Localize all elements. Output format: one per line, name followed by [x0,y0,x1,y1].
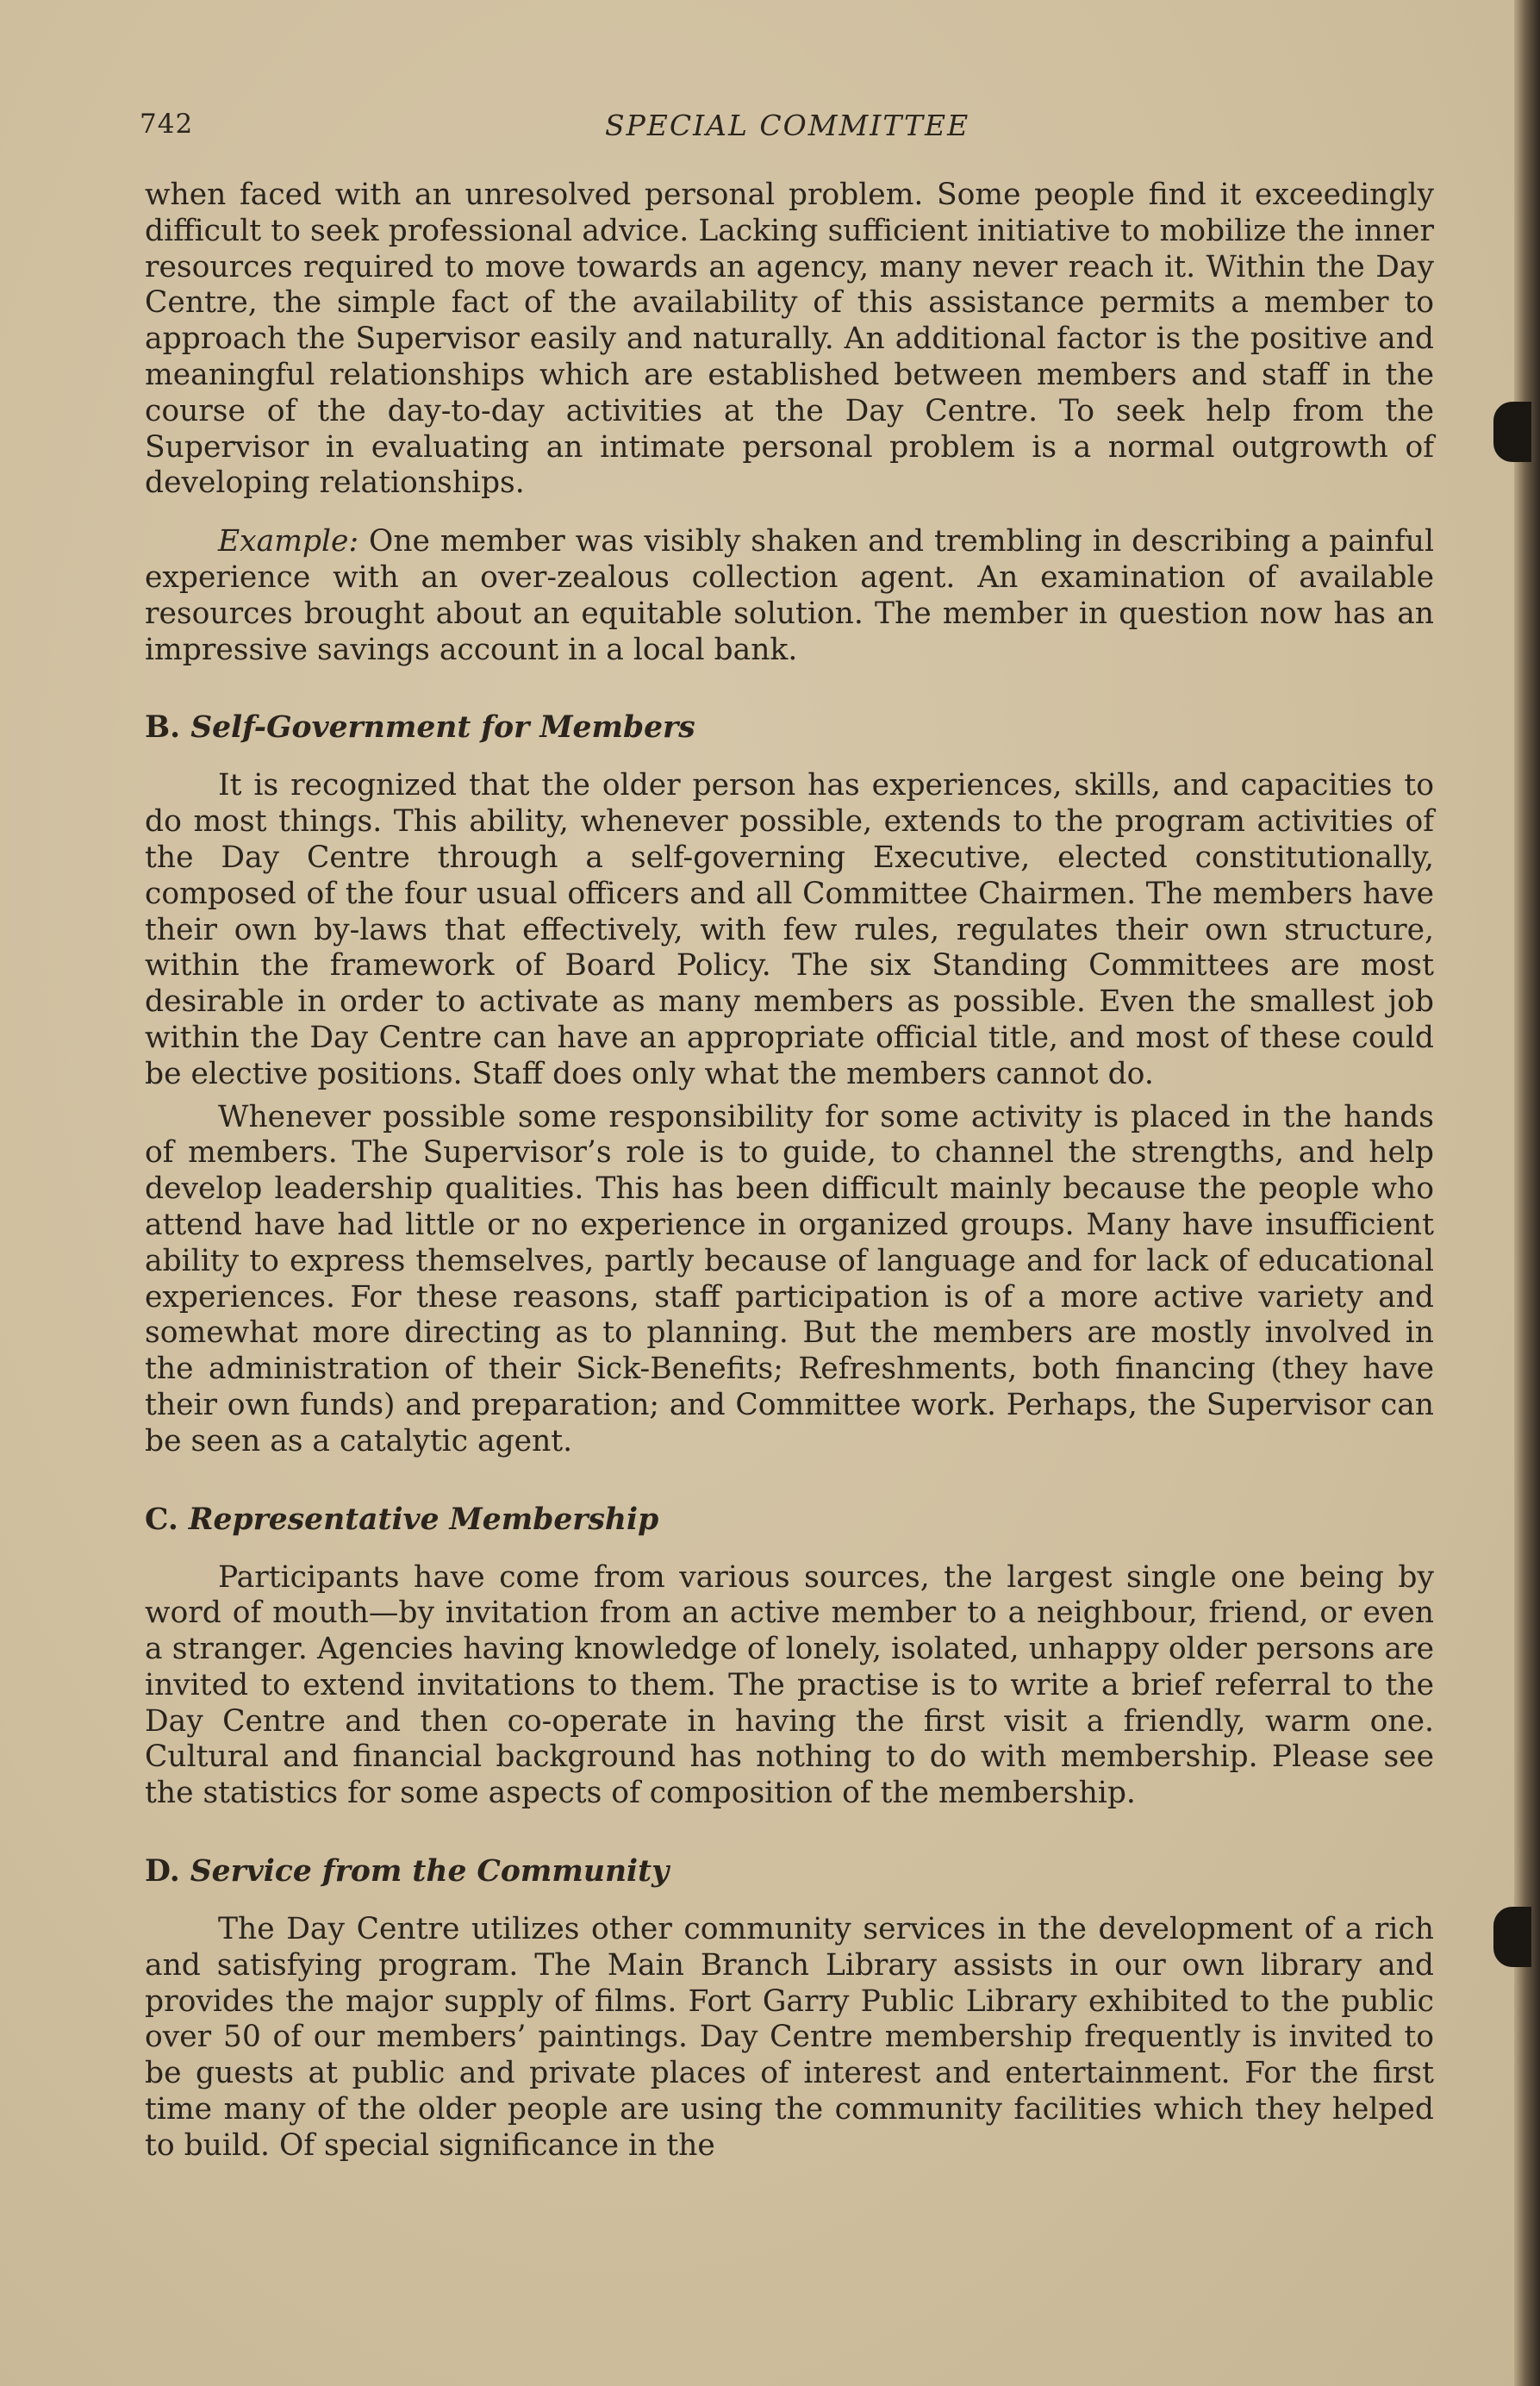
binding-hole [1493,1907,1531,1967]
body-text [145,178,1434,2164]
section-d-paragraph: The Day Centre utilizes other community services in the development of a rich and satisfying program. The Main Branch Library assists in our own library and provides the major supply of films. Fort Garry Public Library exhibited to the public over 50 of our members’ paintings. Day Centre membership frequently is invited to be guests at public and private places of interest and entertainment. For the first time many of the older people are using the community facilities which they helped to build. Of special significance in the [145,1912,1434,2163]
section-heading-d: D. Service from the Community [145,1854,670,1889]
example-text: One member was visibly shaken and trembling in describing a painful experience with an over-zealous collection agent. An examination of available resources brought about an equitable solution. The member in question now has an impressive savings account in a local bank. [145,524,1434,667]
section-b-paragraph: It is recognized that the older person has experiences, skills, and capacities to do most things. This ability, whenever possible, extends to the program activities of the Day Centre through a self-governing Executive, elected constitutionally, composed of the four usual officers and all Committee Chairmen. The members have their own by-laws that effectively, with few rules, regulates their own structure, within the framework of Board Policy. The six Standing Committees are most desirable in order to activate as many members as possible. Even the smallest job within the Day Centre can have an appropriate official title, and most of these could be elective positions. Staff does only what the members cannot do. [145,768,1434,1091]
page-edge-shadow [1514,0,1540,2386]
example-label: Example: [218,524,359,559]
running-head: SPECIAL COMMITTEE [605,109,970,142]
binding-hole [1493,402,1531,462]
page-header [140,109,1439,143]
page-number: 742 [140,109,194,140]
section-heading-c: C. Representative Membership [145,1502,659,1537]
section-heading-b: B. Self-Government for Members [145,710,695,746]
intro-paragraph: when faced with an unresolved personal problem. Some people find it exceedingly difficult to seek professional advice. Lacking sufficient initiative to mobilize the inner resources required to move towards an agency, many never reach it. Within the Day Centre, the simple fact of the availability of this assistance permits a member to approach the Supervisor easily and naturally. An additional factor is the positive and meaningful relationships which are established between members and staff in the course of the day-to-day activities at the Day Centre. To seek help from the Supervisor in evaluating an intimate personal problem is a normal outgrowth of developing relationships. [145,178,1434,501]
example-paragraph [145,524,1434,668]
section-c-paragraph: Participants have come from various sources, the largest single one being by word of mouth—by invitation from an active member to a neighbour, friend, or even a stranger. Agencies having knowledge of lonely, isolated, unhappy older persons are invited to extend invitations to them. The practise is to write a brief referral to the Day Centre and then co-operate in having the first visit a friendly, warm one. Cultural and financial background has nothing to do with membership. Please see the statistics for some aspects of composition of the membership. [145,1559,1434,1811]
section-b-paragraph: Whenever possible some responsibility for some activity is placed in the hands of members. The Supervisor’s role is to guide, to channel the strengths, and help develop leadership qualities. This has been difficult mainly because the people who attend have had little or no experience in organized groups. Many have insufficient ability to express themselves, partly because of language and for lack of educational experiences. For these reasons, staff participation is of a more active variety and somewhat more directing as to planning. But the members are mostly involved in the administration of their Sick-Benefits; Refreshments, both financing (they have their own funds) and preparation; and Committee work. Perhaps, the Supervisor can be seen as a catalytic agent. [145,1099,1434,1458]
